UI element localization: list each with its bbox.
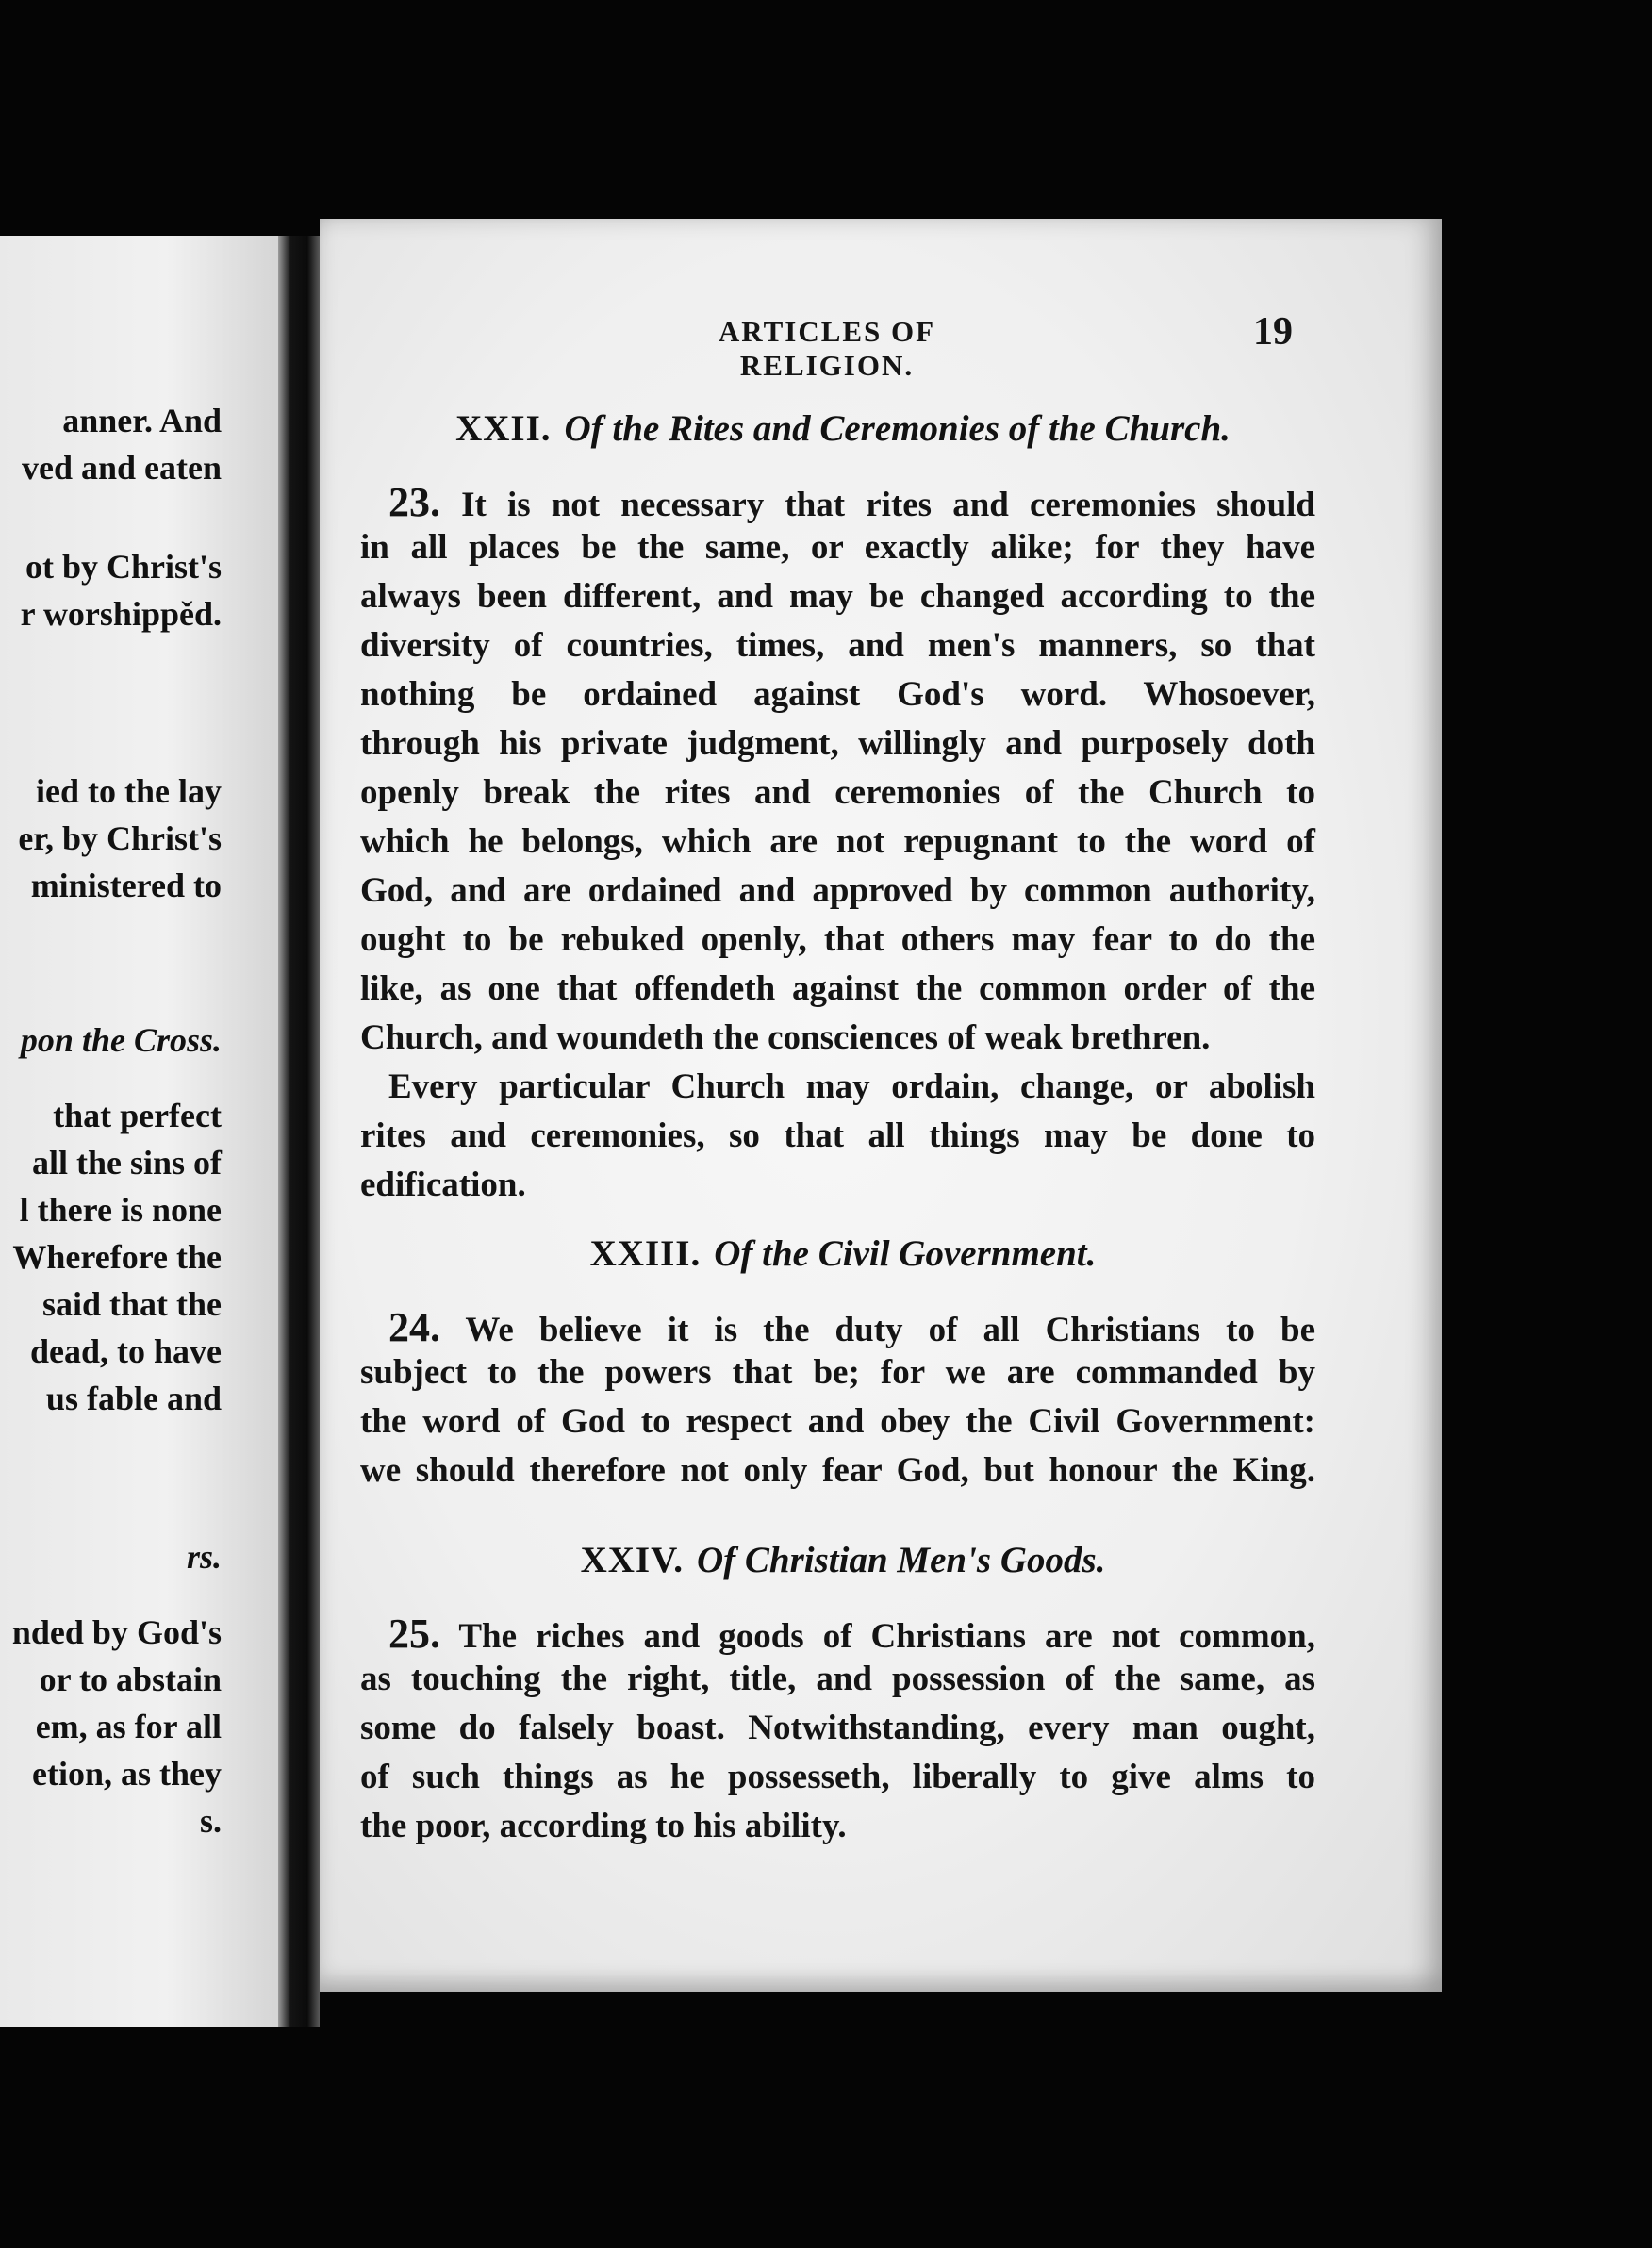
paragraph-line: we should therefore not only fear God, but honour the King. [360, 1451, 1315, 1490]
left-page-fragment: em, as for all [35, 1708, 222, 1745]
paragraph-line: subject to the powers that be; for we are commanded by [360, 1353, 1315, 1392]
left-page-fragment: ved and eaten [21, 449, 222, 487]
article-heading-number: XXIII. [589, 1233, 702, 1274]
paragraph-line-text: The riches and goods of Christians are not common, [458, 1617, 1315, 1656]
article-heading-number: XXII. [455, 408, 552, 449]
left-page-fragment: l there is none [19, 1191, 222, 1229]
page-number: 19 [1253, 310, 1293, 354]
left-page [0, 236, 278, 2027]
left-page-fragment: said that the [41, 1285, 222, 1323]
left-page-fragment: anner. And [62, 402, 222, 439]
paragraph-line: through his private judgment, willingly and purposely doth [360, 724, 1315, 763]
paragraph-line: Church, and woundeth the consciences of weak brethren. [360, 1018, 1211, 1057]
left-page-fragment: dead, to have [29, 1332, 222, 1370]
left-page-fragment: pon the Cross. [20, 1021, 222, 1059]
article-heading [357, 1539, 1329, 1581]
paragraph-line [388, 1610, 1315, 1658]
article-heading [357, 1232, 1329, 1275]
left-page-fragment: ministered to [30, 867, 222, 904]
book-gutter [278, 236, 320, 2027]
paragraph-line: always been different, and may be changed according to the [360, 577, 1315, 616]
right-page [320, 219, 1442, 1992]
left-page-fragment: Wherefore the [12, 1238, 222, 1276]
left-page-fragment: us fable and [45, 1380, 222, 1417]
article-heading-title: Of the Rites and Ceremonies of the Church. [564, 408, 1231, 449]
left-page-fragment: or to abstain [39, 1661, 222, 1698]
left-page-fragment: nded by God's [11, 1613, 222, 1651]
left-page-fragment: rs. [186, 1538, 222, 1576]
paragraph-line: which he belongs, which are not repugnant to the word of [360, 822, 1315, 861]
paragraph-number: 24. [388, 1304, 440, 1350]
paragraph-line: of such things as he possesseth, liberally to give alms to [360, 1758, 1315, 1796]
paragraph-line: some do falsely boast. Notwithstanding, every man ought, [360, 1709, 1315, 1747]
paragraph-line: openly break the rites and ceremonies of the Church to [360, 773, 1315, 812]
article-heading [357, 407, 1329, 450]
article-heading-title: Of Christian Men's Goods. [696, 1540, 1106, 1580]
left-page-fragment: that perfect [53, 1097, 222, 1134]
left-page-fragment: all the sins of [31, 1144, 222, 1182]
paragraph-line [388, 1303, 1315, 1351]
paragraph-line-text: It is not necessary that rites and ceremonies should [461, 486, 1315, 524]
left-page-fragment: ot by Christ's [25, 548, 222, 586]
paragraph-line: the poor, according to his ability. [360, 1807, 847, 1845]
paragraph-line: ought to be rebuked openly, that others may fear to do the [360, 920, 1315, 959]
left-page-fragment: s. [199, 1802, 222, 1840]
paragraph-number: 25. [388, 1611, 440, 1657]
paragraph-line: diversity of countries, times, and men's manners, so that [360, 626, 1315, 665]
paragraph-line: as touching the right, title, and possession of the same, as [360, 1660, 1315, 1698]
paragraph-line-text: We believe it is the duty of all Christians to be [465, 1311, 1315, 1349]
paragraph-line: edification. [360, 1165, 526, 1204]
paragraph-line: the word of God to respect and obey the Civil Government: [360, 1402, 1315, 1441]
left-page-fragment: r worshippěd. [20, 595, 222, 633]
paragraph-line: rites and ceremonies, so that all things may be done to [360, 1116, 1315, 1155]
paragraph-number: 23. [388, 479, 440, 525]
paragraph-line [388, 478, 1315, 526]
paragraph-line: in all places be the same, or exactly alike; for they have [360, 528, 1315, 567]
left-page-fragment: etion, as they [32, 1755, 222, 1793]
paragraph-line: like, as one that offendeth against the common order of the [360, 969, 1315, 1008]
article-heading-number: XXIV. [580, 1540, 684, 1580]
paragraph-line: Every particular Church may ordain, change, or abolish [388, 1067, 1315, 1106]
paragraph-line: nothing be ordained against God's word. Whosoever, [360, 675, 1315, 714]
left-page-fragment: ied to the lay [36, 772, 222, 810]
article-heading-title: Of the Civil Government. [714, 1233, 1097, 1274]
left-page-fragment: er, by Christ's [18, 819, 222, 857]
running-head: ARTICLES OF RELIGION. [718, 315, 936, 382]
paragraph-line: God, and are ordained and approved by common authority, [360, 871, 1315, 910]
